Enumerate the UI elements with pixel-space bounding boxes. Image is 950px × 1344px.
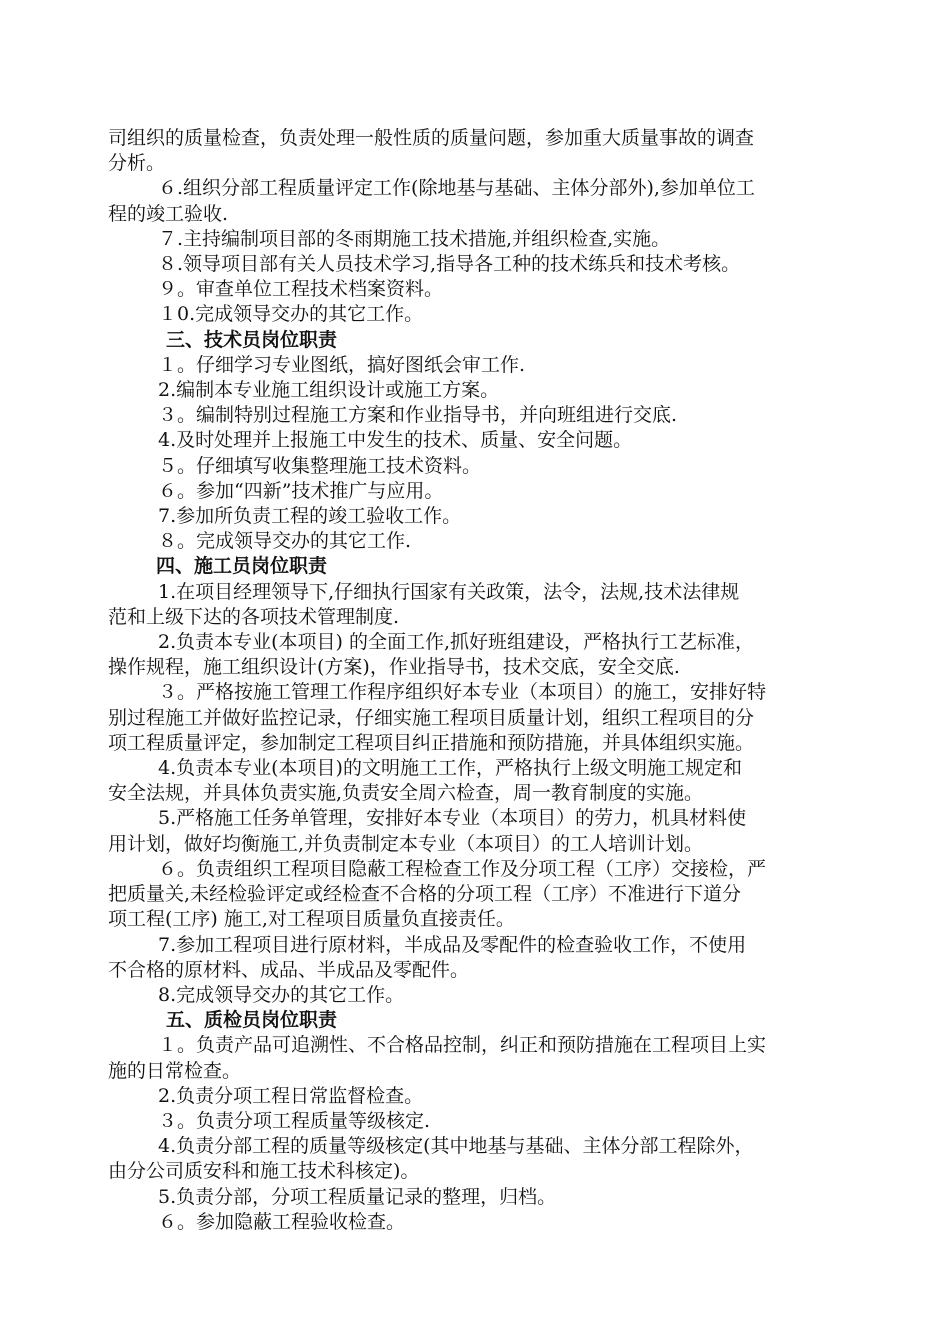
list-item-text: ５。仔细填写收集整理施工技术资料。: [158, 454, 482, 477]
list-item-text: 2.负责本专业(本项目) 的全面工作,抓好班组建设，严格执行工艺标准，: [158, 631, 755, 654]
list-item-text: ８。完成领导交办的其它工作.: [158, 530, 412, 553]
section-heading: 四、施工员岗位职责: [156, 555, 328, 578]
list-item-text: 1.在项目经理领导下,仔细执行国家有关政策，法令，法规,技术法律规: [158, 580, 740, 603]
text-line: 别过程施工并做好监控记录，仔细实施工程项目质量计划，组织工程项目的分: [108, 706, 755, 729]
list-item-text: ３。负责分项工程质量等级核定.: [158, 1109, 431, 1132]
list-item-text: 5.严格施工任务单管理，安排好本专业（本项目）的劳力，机具材料使: [158, 807, 747, 830]
list-item-text: 7.参加所负责工程的竣工验收工作。: [158, 505, 462, 528]
text-line: 施的日常检查。: [108, 1059, 242, 1082]
list-item-text: １。负责产品可追溯性、不合格品控制，纠正和预防措施在工程项目上实: [158, 1034, 767, 1057]
section-heading: 三、技术员岗位职责: [166, 328, 338, 351]
list-item-text: ６.组织分部工程质量评定工作(除地基与基础、主体分部外),参加单位工: [158, 177, 755, 200]
list-item-text: １。仔细学习专业图纸，搞好图纸会审工作.: [158, 353, 526, 376]
text-line: 安全法规，并具体负责实施,负责安全周六检查，周一教育制度的实施。: [108, 782, 704, 805]
list-item-text: 5.负责分部，分项工程质量记录的整理，归档。: [158, 1185, 557, 1208]
list-item-text: ８.领导项目部有关人员技术学习,指导各工种的技术练兵和技术考核。: [158, 253, 741, 276]
text-line: 用计划，做好均衡施工,并负责制定本专业（本项目）的工人培训计划。: [108, 832, 704, 855]
text-line: 把质量关,未经检验评定或经检查不合格的分项工程（工序）不准进行下道分: [108, 883, 742, 906]
text-line: 分析。: [108, 152, 166, 175]
list-item-text: ３。严格按施工管理工作程序组织好本专业（本项目）的施工，安排好特: [158, 681, 767, 704]
list-item-text: 2.编制本专业施工组织设计或施工方案。: [158, 379, 500, 402]
list-item-text: ９。审查单位工程技术档案资料。: [158, 278, 444, 301]
text-line: 由分公司质安科和施工技术科核定)。: [108, 1160, 420, 1183]
text-line: 操作规程，施工组织设计(方案)，作业指导书，技术交底，安全交底.: [108, 656, 680, 679]
text-line: 项工程质量评定，参加制定工程项目纠正措施和预防措施，并具体组织实施。: [108, 731, 755, 754]
list-item-text: 4.及时处理并上报施工中发生的技术、质量、安全问题。: [158, 429, 633, 452]
text-line: 项工程(工序) 施工,对工程项目质量负直接责任。: [108, 908, 515, 931]
list-item-text: ３。编制特别过程施工方案和作业指导书，并向班组进行交底.: [158, 404, 678, 427]
list-item-text: 4.负责分部工程的质量等级核定(其中地基与基础、主体分部工程除外，: [158, 1135, 754, 1158]
list-item-text: 7.参加工程项目进行原材料，半成品及零配件的检查验收工作，不使用: [158, 933, 747, 956]
document-body: [108, 126, 888, 1235]
list-item-text: ６。参加隐蔽工程验收检查。: [158, 1210, 406, 1233]
list-item-text: 2.负责分项工程日常监督检查。: [158, 1084, 424, 1107]
list-item-text: ６。参加“四新”技术推广与应用。: [158, 479, 444, 502]
list-item-text: ７.主持编制项目部的冬雨期施工技术措施,并组织检查,实施。: [158, 227, 671, 250]
list-item-text: １0.完成领导交办的其它工作。: [158, 303, 424, 326]
text-line: 范和上级下达的各项技术管理制度.: [108, 605, 400, 628]
section-heading: 五、质检员岗位职责: [166, 1009, 338, 1032]
list-item-text: 8.完成领导交办的其它工作。: [158, 983, 405, 1006]
list-item-text: ６。负责组织工程项目隐蔽工程检查工作及分项工程（工序）交接检，严: [158, 857, 767, 880]
text-line: 不合格的原材料、成品、半成品及零配件。: [108, 958, 470, 981]
text-line: 司组织的质量检查，负责处理一般性质的质量问题，参加重大质量事故的调查: [108, 127, 755, 149]
text-line: 程的竣工验收.: [108, 202, 229, 225]
list-item-text: 4.负责本专业(本项目)的文明施工工作，严格执行上级文明施工规定和: [158, 757, 742, 780]
